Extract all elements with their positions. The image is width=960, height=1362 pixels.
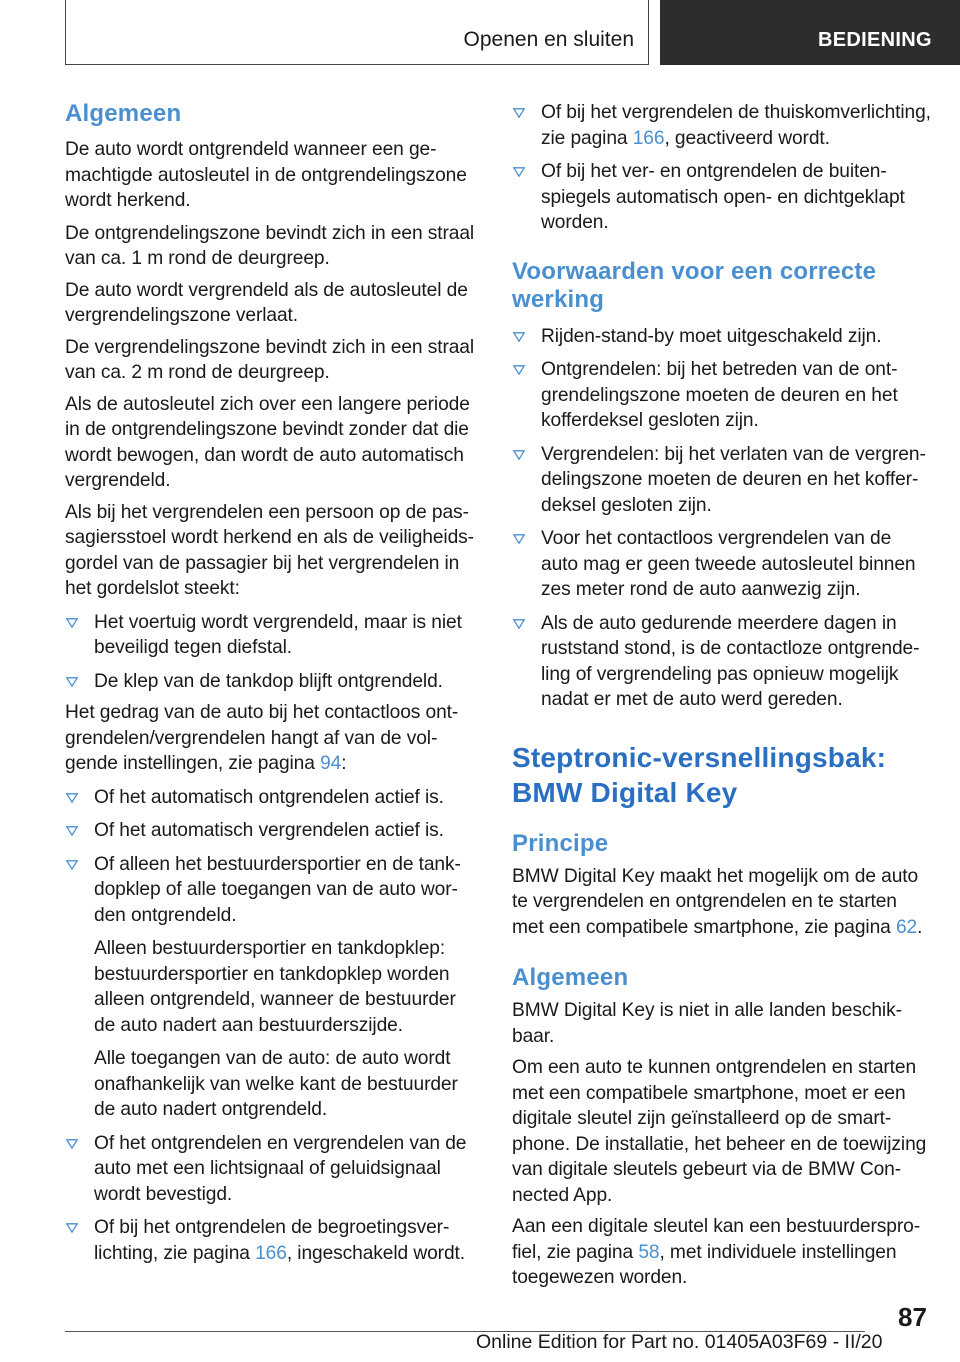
page-link[interactable]: 58 [638, 1241, 660, 1263]
triangle-bullet-icon [513, 619, 525, 629]
list-item: Voor het contactloos vergrendelen van de auto mag er geen tweede autosleutel binnen zes meter rond de auto aanwezig zijn. [512, 526, 932, 603]
sub-paragraph: Alleen bestuurdersportier en tankdopklep: bestuurdersportier en tankdopklep worden alleen ontgrendeld, wanneer de bestuurder de auto nadert aan bestuurderszijde. [94, 938, 456, 1036]
triangle-bullet-icon [513, 450, 525, 460]
triangle-bullet-icon [513, 167, 525, 177]
paragraph: De ontgrendelingszone bevindt zich in een straal van ca. 1 m rond de deurgreep. [65, 222, 475, 269]
list-item: Of alleen het bestuurdersportier en de tankdopklep of alle toegangen van de auto worden ontgrendeld. [65, 852, 477, 929]
triangle-bullet-icon [513, 332, 525, 342]
list-item: Of bij het ver- en ontgrendelen de buitenspiegels automatisch open- en dichtgeklapt worden. [512, 159, 932, 236]
page-header [0, 0, 960, 66]
paragraph: Aan een digitale sleutel kan een bestuurdersprofiel, zie pagina 58, met individuele instellingen toegewezen worden. [512, 1216, 921, 1288]
edition-text: Online Edition for Part no. 01405A03F69 - II/20 [476, 1331, 883, 1353]
list-item: Of bij het ontgrendelen de begroetingsverlichting, zie pagina 166, ingeschakeld wordt. [65, 1215, 477, 1266]
triangle-bullet-icon [66, 677, 78, 687]
list-item: Rijden-stand-by moet uitgeschakeld zijn. [512, 324, 932, 350]
triangle-bullet-icon [513, 365, 525, 375]
paragraph: Als de autosleutel zich over een langere periode in de ontgrendelingszone bevindt zonder dat die wordt bewogen, dan wordt de auto automatisch vergrendeld. [65, 393, 470, 491]
triangle-bullet-icon [513, 108, 525, 118]
triangle-bullet-icon [513, 534, 525, 544]
paragraph: Het gedrag van de auto bij het contactloos ontgrendelen/vergrendelen hangt af van de volgende instellingen, zie pagina 94: [65, 702, 459, 774]
list-item: Het voertuig wordt vergrendeld, maar is niet beveiligd tegen diefstal. [65, 610, 477, 661]
heading-principe: Principe [512, 829, 609, 857]
paragraph: BMW Digital Key maakt het mogelijk om de auto te vergrendelen en ontgrendelen en te starten met een compatibele smartphone, zie pagina 62. [512, 865, 923, 938]
triangle-bullet-icon [66, 618, 78, 628]
heading-voorwaarden: Voorwaarden voor een correcte werking [512, 257, 877, 313]
paragraph: De auto wordt ontgrendeld wanneer een gemachtigde autosleutel in de ontgrendelingszone wordt herkend. [65, 139, 467, 211]
right-column [512, 100, 932, 1291]
paragraph: Als bij het vergrendelen een persoon op de passagiersstoel wordt herkend en als de veiligheidsgordel van de passagier bij het vergrendelen in het gordelslot steekt: [65, 501, 475, 599]
list-item: Of bij het vergrendelen de thuiskomverlichting, zie pagina 166, geactiveerd wordt. [512, 100, 932, 151]
paragraph: Om een auto te kunnen ontgrendelen en starten met een compatibele smartphone, moet er een digitale sleutel zijn geïnstalleerd op de smartphone. De installatie, het beheer en de toewijzing van digitale sleutels gebeurt via de BMW Connected App. [512, 1057, 927, 1206]
triangle-bullet-icon [66, 1223, 78, 1233]
list-item: Of het ontgrendelen en vergrendelen van de auto met een lichtsignaal of geluidsignaal wordt bevestigd. [65, 1131, 477, 1208]
page-link[interactable]: 62 [895, 916, 918, 938]
paragraph: De auto wordt vergrendeld als de autosleutel de vergrendelingszone verlaat. [65, 279, 468, 326]
left-column [65, 100, 477, 1266]
section-box [65, 0, 649, 65]
list-item: Als de auto gedurende meerdere dagen in ruststand stond, is de contactloze ontgrendeling of vergrendeling pas opnieuw mogelijk nadat er met de auto werd gereden. [512, 611, 932, 713]
list-item: Ontgrendelen: bij het betreden van de ontgrendelingszone moeten de deuren en het kofferdeksel gesloten zijn. [512, 357, 932, 434]
page-link[interactable]: 94 [320, 753, 342, 774]
chapter-title: BEDIENING [818, 29, 932, 51]
paragraph: De vergrendelingszone bevindt zich in een straal van ca. 2 m rond de deurgreep. [65, 336, 475, 383]
triangle-bullet-icon [66, 826, 78, 836]
chapter-tab [660, 0, 960, 65]
list-item: Of het automatisch ontgrendelen actief is. [65, 785, 477, 811]
paragraph: BMW Digital Key is niet in alle landen beschikbaar. [512, 1000, 902, 1047]
list-item: De klep van de tankdop blijft ontgrendeld. [65, 669, 477, 695]
triangle-bullet-icon [66, 793, 78, 803]
section-title: Openen en sluiten [463, 28, 634, 51]
triangle-bullet-icon [66, 1139, 78, 1149]
heading-algemeen: Algemeen [65, 100, 182, 127]
sub-paragraph: Alle toegangen van de auto: de auto wordt onafhankelijk van welke kant de bestuurder de auto nadert ontgrendeld. [94, 1048, 458, 1120]
heading-steptronic: Steptronic-versnellingsbak: BMW Digital Key [512, 741, 887, 808]
list-item: Of het automatisch vergrendelen actief is. [65, 818, 477, 844]
list-item: Vergrendelen: bij het verlaten van de vergrendelingszone moeten de deuren en het kofferdeksel gesloten zijn. [512, 442, 932, 519]
page-link[interactable]: 166 [255, 1242, 287, 1264]
triangle-bullet-icon [66, 860, 78, 870]
page-number: 87 [898, 1302, 927, 1332]
page-link[interactable]: 166 [632, 127, 665, 149]
heading-algemeen-2: Algemeen [512, 964, 629, 991]
